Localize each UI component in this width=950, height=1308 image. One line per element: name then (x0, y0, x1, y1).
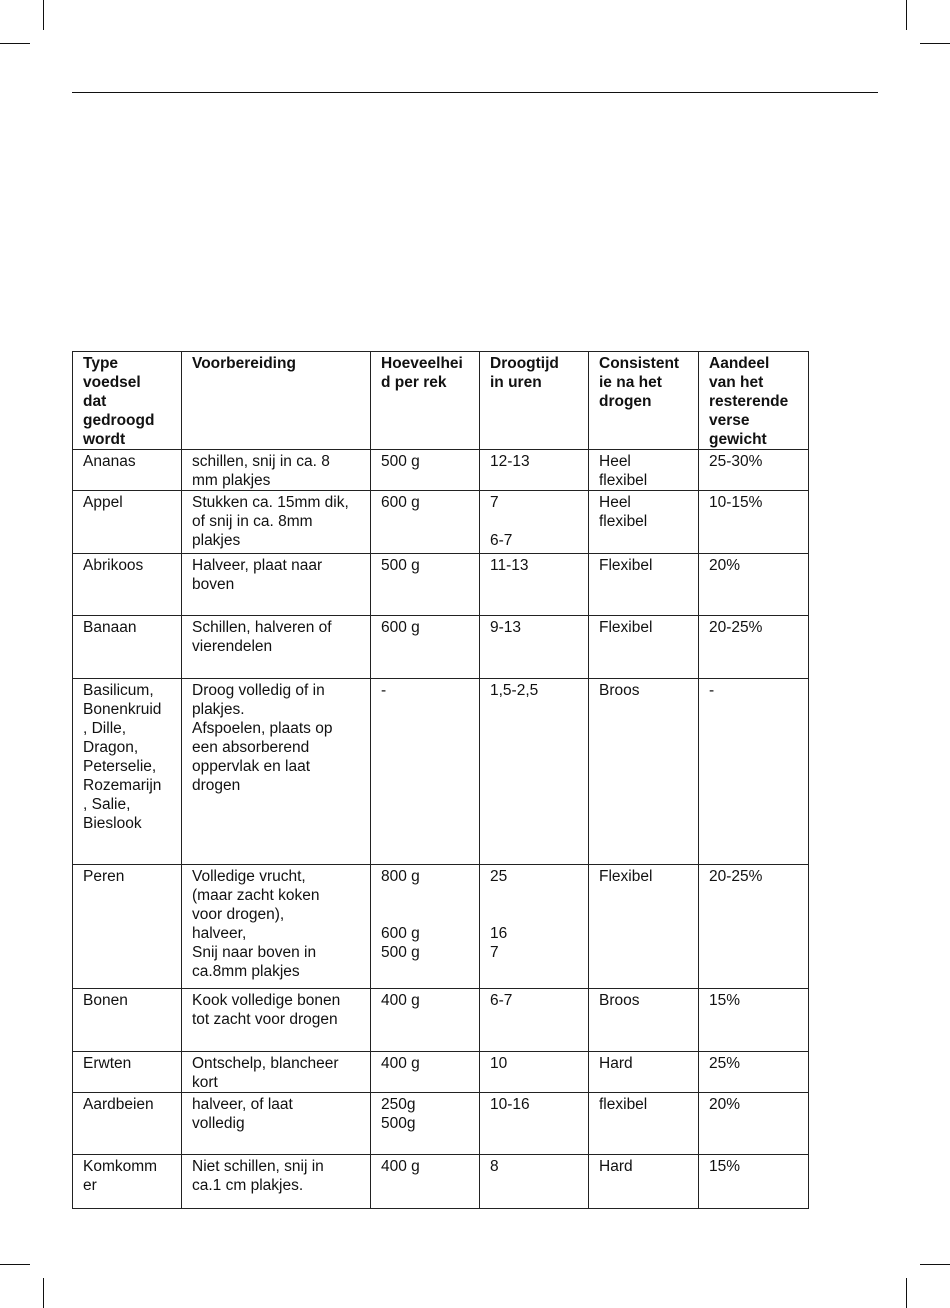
cell-line: Komkomm (83, 1158, 158, 1175)
header-line: dat (83, 393, 107, 410)
cell-line: Rozemarijn (83, 777, 162, 794)
cell-share (699, 450, 809, 491)
cell-line: 15% (709, 992, 741, 1009)
table-row (73, 1093, 809, 1155)
header-line: gedroogd (83, 412, 155, 429)
cell-line: Flexibel (599, 868, 653, 885)
cell-line: Ontschelp, blancheer (192, 1055, 339, 1072)
cell-time (480, 1155, 589, 1209)
cell-amount (371, 554, 480, 616)
cell-line: Heel (599, 494, 631, 511)
cell-line: 25 (490, 868, 508, 885)
cell-amount (371, 491, 480, 554)
cell-line: drogen (192, 777, 241, 794)
cell-line: 800 g (381, 868, 420, 885)
cell-amount (371, 865, 480, 989)
cell-line: 500 g (381, 944, 420, 961)
crop-mark (906, 1278, 907, 1308)
blank-line (490, 886, 578, 905)
cell-time (480, 679, 589, 865)
cell-line: 500g (381, 1115, 416, 1132)
cell-line: voor drogen), (192, 906, 285, 923)
header-line: resterende (709, 393, 789, 410)
cell-share (699, 1155, 809, 1209)
cell-line: - (709, 682, 715, 699)
cell-line: Bonen (83, 992, 128, 1009)
cell-line: Bieslook (83, 815, 142, 832)
cell-line: halveer, of laat (192, 1096, 293, 1113)
cell-line: 600 g (381, 494, 420, 511)
cell-line: 16 (490, 925, 508, 942)
cell-line: Abrikoos (83, 557, 144, 574)
cell-type (73, 865, 182, 989)
cell-line: vierendelen (192, 638, 273, 655)
header-line: wordt (83, 431, 126, 448)
cell-line: halveer, (192, 925, 247, 942)
cell-time (480, 616, 589, 679)
cell-line: kort (192, 1074, 218, 1091)
cell-line: 7 (490, 494, 499, 511)
cell-amount (371, 450, 480, 491)
header-line: drogen (599, 393, 652, 410)
cell-share (699, 679, 809, 865)
header-line: d per rek (381, 374, 447, 391)
cell-share (699, 554, 809, 616)
cell-amount (371, 1093, 480, 1155)
header-line: Hoeveelhei (381, 355, 463, 372)
cell-prep (182, 1093, 371, 1155)
cell-line: Hard (599, 1158, 633, 1175)
cell-line: ca.1 cm plakjes. (192, 1177, 304, 1194)
cell-line: volledig (192, 1115, 245, 1132)
cell-consistency (589, 1052, 699, 1093)
cell-consistency (589, 1093, 699, 1155)
cell-share (699, 989, 809, 1052)
cell-line: een absorberend (192, 739, 310, 756)
cell-line: Flexibel (599, 557, 653, 574)
blank-line (381, 886, 469, 905)
cell-line: plakjes. (192, 701, 245, 718)
cell-share (699, 491, 809, 554)
header-consistency (589, 352, 699, 450)
cell-line: 20% (709, 557, 741, 574)
cell-prep (182, 1155, 371, 1209)
cell-line: Broos (599, 682, 640, 699)
cell-line: 12-13 (490, 453, 530, 470)
table-row (73, 989, 809, 1052)
cell-prep (182, 554, 371, 616)
cell-type (73, 679, 182, 865)
header-line: gewicht (709, 431, 767, 448)
header-line: Aandeel (709, 355, 770, 372)
cell-line: Kook volledige bonen (192, 992, 341, 1009)
table-body (73, 450, 809, 1209)
cell-line: Halveer, plaat naar (192, 557, 323, 574)
crop-mark (43, 1278, 44, 1308)
cell-prep (182, 491, 371, 554)
cell-line: 250g (381, 1096, 416, 1113)
cell-line: 10 (490, 1055, 508, 1072)
cell-line: flexibel (599, 472, 648, 489)
cell-consistency (589, 616, 699, 679)
cell-prep (182, 989, 371, 1052)
cell-type (73, 491, 182, 554)
cell-type (73, 989, 182, 1052)
header-line: van het (709, 374, 764, 391)
cell-line: 10-16 (490, 1096, 530, 1113)
cell-line: 6-7 (490, 992, 513, 1009)
cell-consistency (589, 989, 699, 1052)
cell-consistency (589, 1155, 699, 1209)
cell-line: 500 g (381, 557, 420, 574)
cell-time (480, 450, 589, 491)
cell-line: Snij naar boven in (192, 944, 317, 961)
cell-line: Flexibel (599, 619, 653, 636)
header-line: Droogtijd (490, 355, 559, 372)
cell-line: 20-25% (709, 619, 763, 636)
crop-mark (920, 43, 950, 44)
header-type (73, 352, 182, 450)
cell-prep (182, 679, 371, 865)
header-line: in uren (490, 374, 542, 391)
cell-line: , Dille, (83, 720, 127, 737)
cell-line: Afspoelen, plaats op (192, 720, 333, 737)
cell-line: 1,5-2,5 (490, 682, 539, 699)
cell-line: 7 (490, 944, 499, 961)
crop-mark (906, 0, 907, 30)
cell-line: Niet schillen, snij in (192, 1158, 324, 1175)
header-preparation (182, 352, 371, 450)
table-row (73, 865, 809, 989)
cell-prep (182, 450, 371, 491)
header-rule (72, 92, 878, 93)
cell-line: flexibel (599, 513, 648, 530)
cell-line: 10-15% (709, 494, 763, 511)
blank-line (381, 905, 469, 924)
cell-line: 25-30% (709, 453, 763, 470)
cell-line: mm plakjes (192, 472, 271, 489)
table-row (73, 554, 809, 616)
cell-line: plakjes (192, 532, 241, 549)
cell-amount (371, 1052, 480, 1093)
crop-mark (0, 1264, 30, 1265)
cell-line: ca.8mm plakjes (192, 963, 300, 980)
cell-prep (182, 865, 371, 989)
cell-line: Appel (83, 494, 123, 511)
cell-share (699, 1093, 809, 1155)
cell-line: 15% (709, 1158, 741, 1175)
cell-time (480, 1052, 589, 1093)
cell-time (480, 1093, 589, 1155)
cell-line: boven (192, 576, 235, 593)
cell-line: Peren (83, 868, 125, 885)
cell-line: Banaan (83, 619, 137, 636)
table-row (73, 616, 809, 679)
header-amount (371, 352, 480, 450)
cell-share (699, 1052, 809, 1093)
cell-type (73, 1155, 182, 1209)
cell-line: (maar zacht koken (192, 887, 320, 904)
cell-line: 9-13 (490, 619, 522, 636)
header-line: voedsel (83, 374, 141, 391)
crop-mark (920, 1264, 950, 1265)
header-share (699, 352, 809, 450)
cell-consistency (589, 491, 699, 554)
cell-prep (182, 616, 371, 679)
cell-line: Hard (599, 1055, 633, 1072)
cell-line: of snij in ca. 8mm (192, 513, 313, 530)
cell-line: er (83, 1177, 97, 1194)
cell-consistency (589, 865, 699, 989)
cell-line: 600 g (381, 619, 420, 636)
header-line: Voorbereiding (192, 355, 296, 372)
table-row (73, 1052, 809, 1093)
cell-amount (371, 989, 480, 1052)
cell-line: 11-13 (490, 557, 529, 574)
cell-line: 500 g (381, 453, 420, 470)
table-header-row (73, 352, 809, 450)
cell-type (73, 1052, 182, 1093)
header-line: verse (709, 412, 750, 429)
cell-line: 400 g (381, 1055, 420, 1072)
crop-mark (0, 43, 30, 44)
cell-time (480, 554, 589, 616)
cell-line: Basilicum, (83, 682, 154, 699)
header-line: Consistent (599, 355, 680, 372)
cell-amount (371, 616, 480, 679)
cell-line: tot zacht voor drogen (192, 1011, 338, 1028)
cell-line: Heel (599, 453, 631, 470)
cell-line: 25% (709, 1055, 741, 1072)
cell-line: Droog volledig of in (192, 682, 325, 699)
cell-time (480, 989, 589, 1052)
crop-mark (43, 0, 44, 30)
cell-line: Erwten (83, 1055, 132, 1072)
cell-line: - (381, 682, 387, 699)
cell-line: Ananas (83, 453, 136, 470)
cell-line: flexibel (599, 1096, 648, 1113)
cell-line: 400 g (381, 1158, 420, 1175)
cell-line: schillen, snij in ca. 8 (192, 453, 330, 470)
table-row (73, 679, 809, 865)
cell-line: oppervlak en laat (192, 758, 311, 775)
cell-prep (182, 1052, 371, 1093)
cell-line: Bonenkruid (83, 701, 162, 718)
cell-line: , Salie, (83, 796, 131, 813)
cell-line: Volledige vrucht, (192, 868, 306, 885)
drying-table (72, 351, 809, 1209)
cell-line: 20-25% (709, 868, 763, 885)
cell-line: Stukken ca. 15mm dik, (192, 494, 349, 511)
blank-line (490, 905, 578, 924)
cell-consistency (589, 679, 699, 865)
table-row (73, 450, 809, 491)
cell-type (73, 554, 182, 616)
header-line: ie na het (599, 374, 662, 391)
cell-line: Dragon, (83, 739, 139, 756)
table-row (73, 1155, 809, 1209)
cell-line: 6-7 (490, 532, 513, 549)
cell-line: 400 g (381, 992, 420, 1009)
cell-consistency (589, 554, 699, 616)
cell-type (73, 1093, 182, 1155)
header-drying-time (480, 352, 589, 450)
cell-time (480, 491, 589, 554)
cell-amount (371, 1155, 480, 1209)
cell-line: 20% (709, 1096, 741, 1113)
cell-line: Schillen, halveren of (192, 619, 332, 636)
blank-line (490, 512, 578, 531)
cell-line: 8 (490, 1158, 499, 1175)
cell-share (699, 616, 809, 679)
table-row (73, 491, 809, 554)
cell-amount (371, 679, 480, 865)
cell-type (73, 450, 182, 491)
cell-share (699, 865, 809, 989)
header-line: Type (83, 355, 119, 372)
cell-line: 600 g (381, 925, 420, 942)
cell-consistency (589, 450, 699, 491)
cell-time (480, 865, 589, 989)
cell-line: Aardbeien (83, 1096, 154, 1113)
cell-line: Broos (599, 992, 640, 1009)
cell-line: Peterselie, (83, 758, 157, 775)
cell-type (73, 616, 182, 679)
